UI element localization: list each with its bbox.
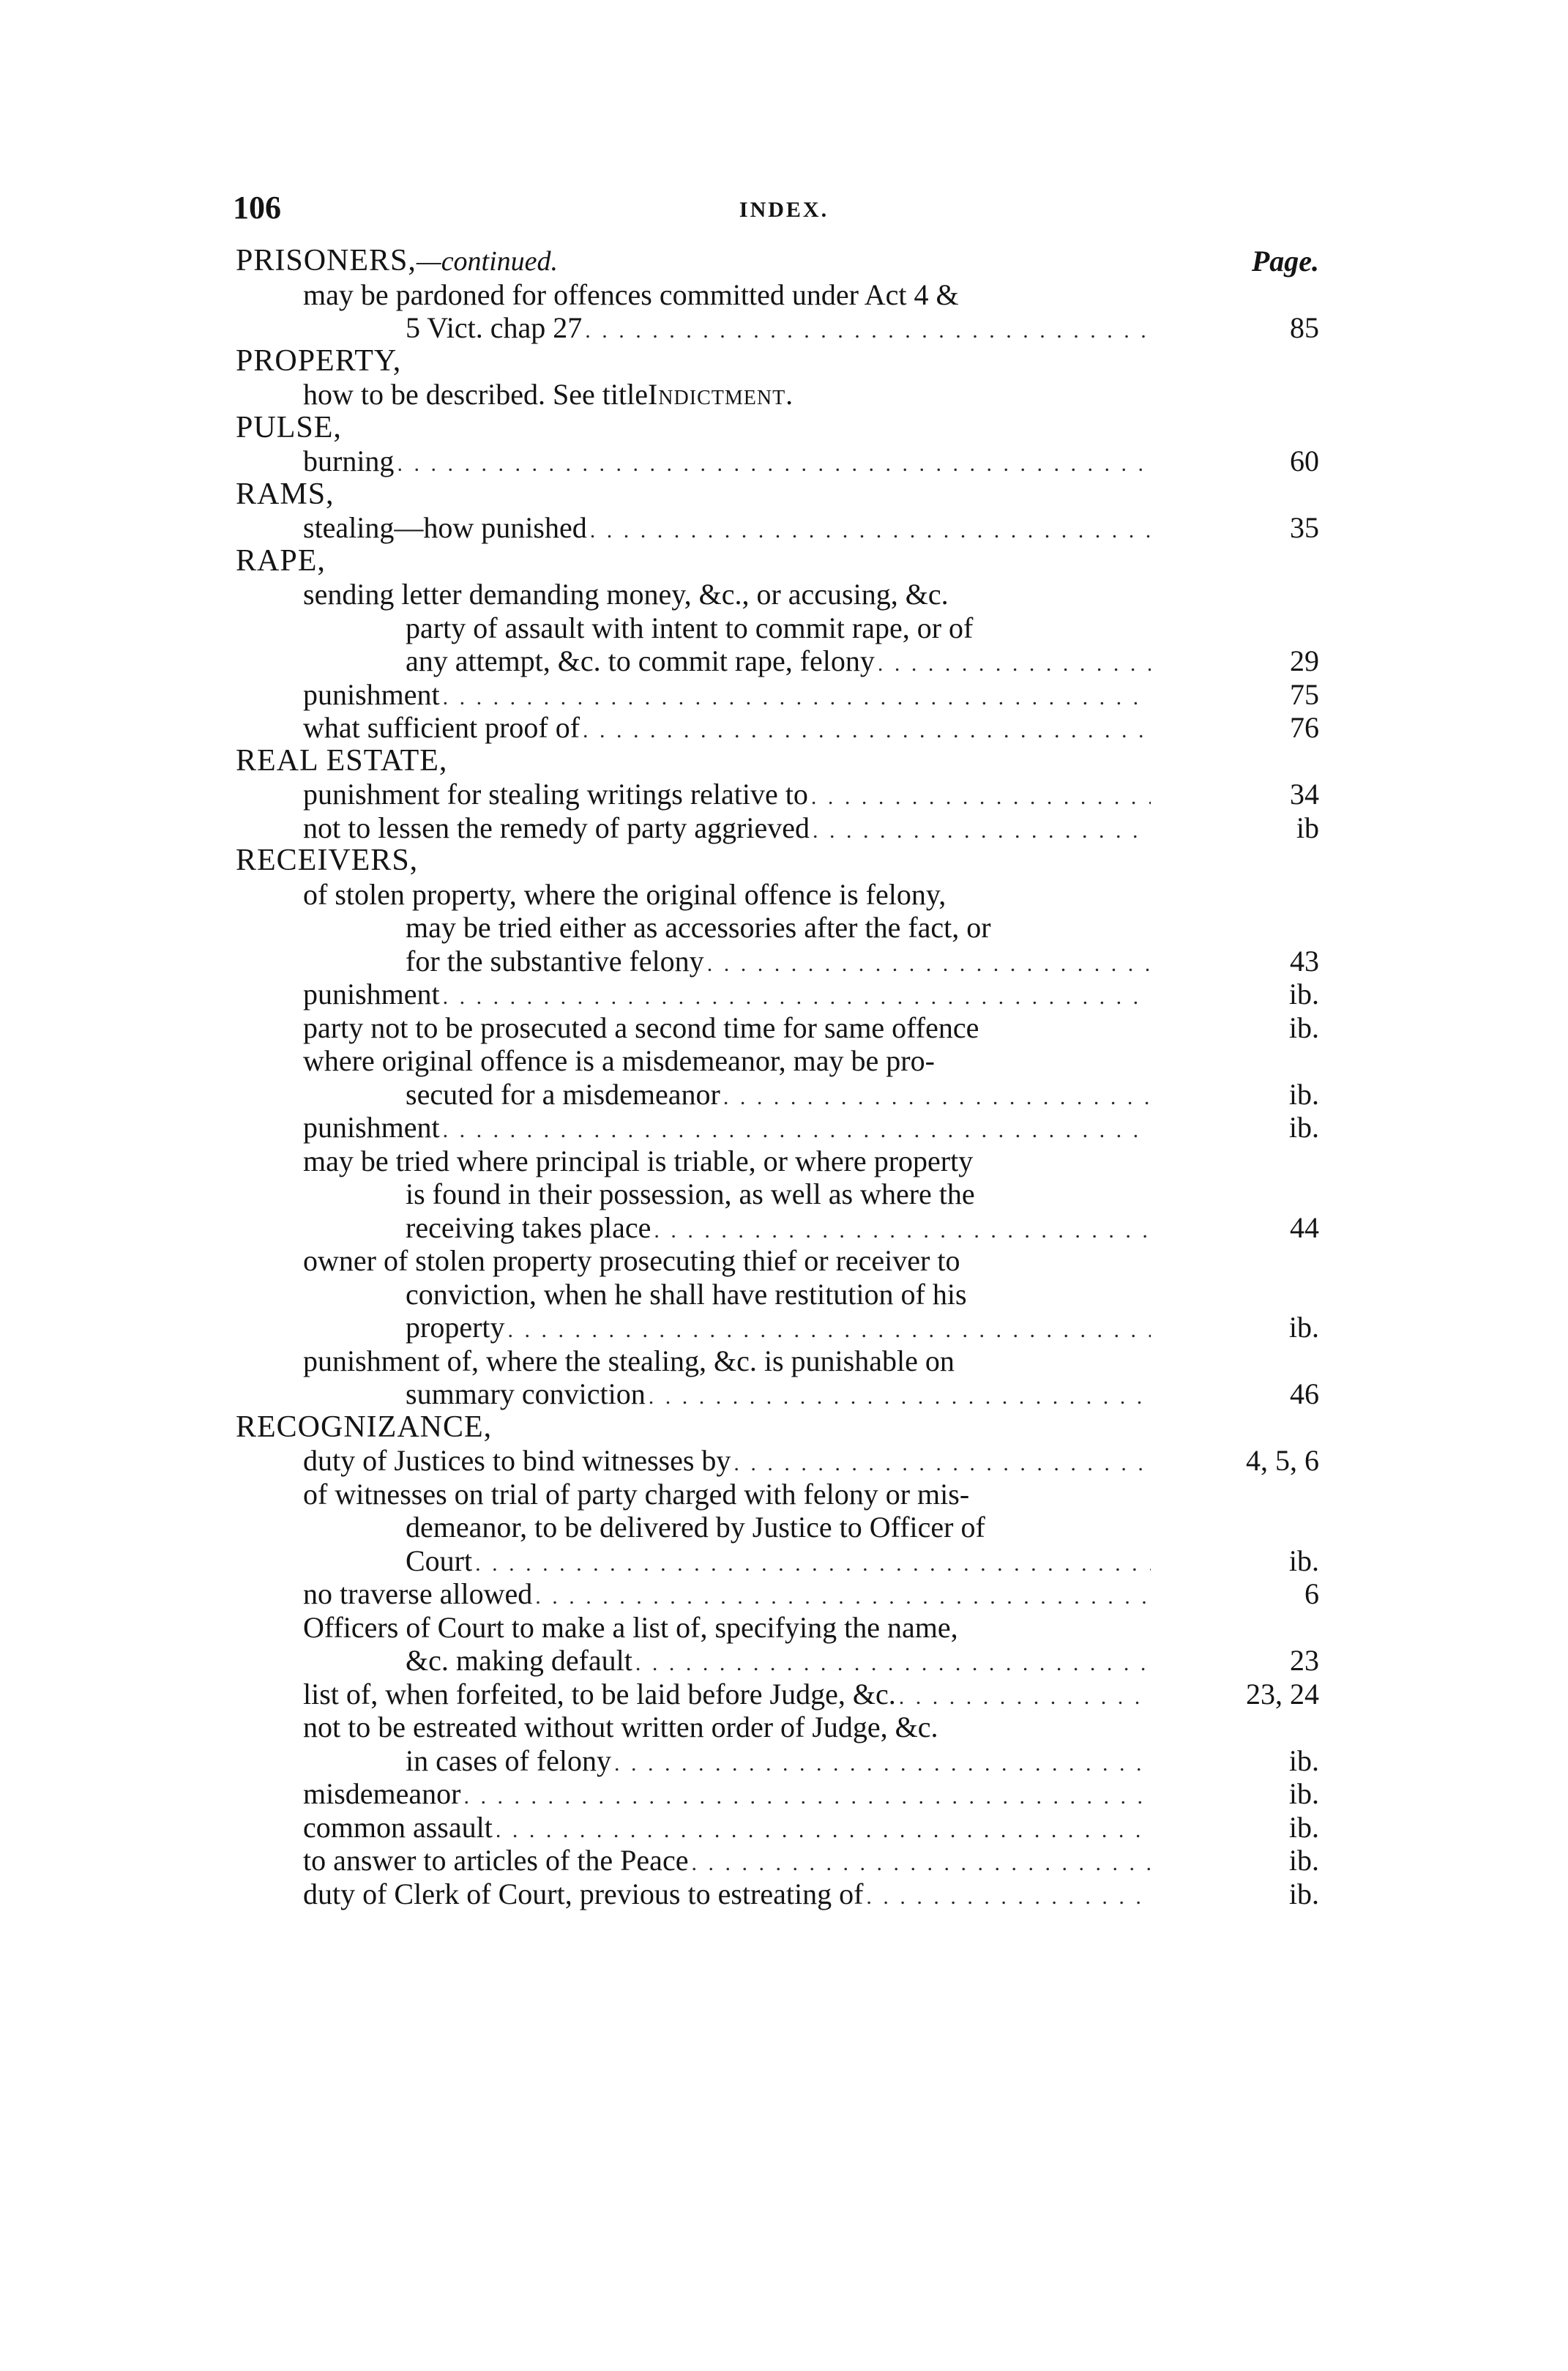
dot-leader: [875, 647, 1151, 681]
entry-label: may be pardoned for offences committed under Act 4 &: [303, 278, 959, 311]
dot-leader: [582, 314, 1151, 348]
index-entry: [236, 1577, 1319, 1611]
heading-label: RAMS,: [236, 477, 335, 511]
entry-label: secuted for a misdemeanor: [406, 1077, 720, 1111]
dot-leader: [394, 447, 1151, 481]
index-entry: [236, 578, 1319, 611]
page-reference: ib: [1296, 811, 1319, 844]
page-reference: 34: [1290, 778, 1319, 811]
running-head: INDEX.: [739, 198, 829, 222]
page-reference: ib.: [1288, 1810, 1319, 1844]
entry-text: [236, 345, 401, 379]
entry-text: [303, 1611, 1151, 1645]
index-entry: [236, 1211, 1319, 1245]
dot-leader: [580, 714, 1151, 748]
entry-label: of witnesses on trial of party charged with felony or mis-: [303, 1477, 970, 1511]
index-entry: [236, 1711, 1319, 1744]
entry-text: [303, 978, 1151, 1014]
entry-label: any attempt, &c. to commit rape, felony: [406, 644, 875, 677]
index-entry: [236, 1644, 1319, 1678]
index-entry: [236, 778, 1319, 811]
index-entry: [236, 1877, 1319, 1911]
dot-leader: [808, 781, 1151, 814]
entry-label: common assault: [303, 1810, 493, 1844]
entry-label: owner of stolen property prosecuting thief or receiver to: [303, 1244, 960, 1277]
entry-text: [406, 1211, 1151, 1248]
page-reference: 4, 5, 6: [1246, 1444, 1319, 1477]
page-reference: ib.: [1288, 1077, 1319, 1111]
index-heading: [236, 412, 1319, 445]
index-entry: [236, 1311, 1319, 1344]
entry-text: [406, 1078, 1151, 1114]
entry-label: demeanor, to be delivered by Justice to Officer of: [406, 1511, 985, 1544]
entry-label: not to be estreated without written order of Judge, &c.: [303, 1711, 938, 1743]
entry-text: [406, 1278, 1151, 1311]
entry-label: punishment: [303, 677, 440, 711]
entry-text: [303, 1344, 1151, 1378]
entry-text: [303, 811, 1151, 848]
index-entry: [236, 678, 1319, 712]
entry-label: how to be described. See title: [303, 378, 648, 411]
dot-leader: [651, 1214, 1151, 1248]
dot-leader: [731, 1447, 1151, 1481]
page-reference: ib.: [1288, 1877, 1319, 1910]
entry-text: [406, 945, 1151, 981]
page-reference: ib.: [1288, 1010, 1319, 1044]
entry-label: for the substantive felony: [406, 944, 704, 978]
page-reference: 23, 24: [1246, 1677, 1319, 1711]
index-heading: [236, 844, 1319, 878]
entry-text: [303, 1444, 1151, 1481]
entry-text: [236, 1411, 492, 1445]
index-entry: [236, 611, 1319, 645]
index-heading: [236, 245, 1319, 278]
page-reference: 43: [1290, 944, 1319, 978]
index-entry: [236, 311, 1319, 345]
entry-text: [406, 1177, 1151, 1211]
dot-leader: [532, 1580, 1151, 1614]
index-entry: [236, 945, 1319, 978]
index-entry: [236, 878, 1319, 912]
page-reference: 44: [1290, 1210, 1319, 1244]
index-entry: [236, 811, 1319, 845]
page-reference: ib.: [1288, 978, 1319, 1010]
entry-label: sending letter demanding money, &c., or accusing, &c.: [303, 578, 949, 611]
index-entry: [236, 511, 1319, 545]
page-reference: ib.: [1288, 1111, 1319, 1144]
index-entry: [236, 978, 1319, 1011]
index-entry: [236, 1177, 1319, 1211]
page-reference: 46: [1290, 1377, 1319, 1410]
entry-label: conviction, when he shall have restitution of his: [406, 1277, 967, 1311]
entry-label: Officers of Court to make a list of, specifying the name,: [303, 1610, 958, 1644]
entry-text: [406, 1377, 1151, 1414]
page-reference: 29: [1290, 644, 1319, 677]
heading-label: RECOGNIZANCE,: [236, 1410, 493, 1444]
index-entry: [236, 911, 1319, 945]
index-heading: [236, 345, 1319, 379]
index-heading: [236, 478, 1319, 512]
entry-label: punishment: [303, 978, 440, 1010]
heading-label: RECEIVERS,: [236, 844, 419, 877]
entry-label: to answer to articles of the Peace: [303, 1844, 689, 1877]
index-entry: [236, 378, 1319, 412]
page-reference: ib.: [1288, 1544, 1319, 1577]
heading-label: REAL ESTATE,: [236, 743, 448, 778]
index-entry: [236, 1144, 1319, 1178]
entry-text: [303, 278, 1151, 312]
dot-leader: [810, 814, 1151, 848]
entry-label: misdemeanor: [303, 1777, 461, 1810]
entry-text: [303, 1877, 1151, 1914]
dot-leader: [632, 1647, 1151, 1680]
page-column-label: Page.: [1251, 245, 1319, 278]
entry-text: [303, 1144, 1151, 1178]
dot-leader: [440, 1114, 1151, 1147]
entry-label: punishment for stealing writings relative to: [303, 778, 808, 811]
entry-text: [303, 578, 1151, 611]
entry-text: [303, 711, 1151, 748]
entry-label: may be tried either as accessories after the fact, or: [406, 911, 991, 944]
entry-text: [236, 245, 558, 279]
page-reference: 60: [1290, 444, 1319, 477]
index-entry: [236, 1078, 1319, 1112]
dot-leader: [472, 1547, 1151, 1581]
dot-leader: [720, 1081, 1151, 1114]
entry-label: list of, when forfeited, to be laid before Judge, &c.: [303, 1677, 896, 1711]
entry-label: party not to be prosecuted a second time for same offence: [303, 1010, 979, 1044]
entry-text: [303, 378, 1151, 412]
dot-leader: [611, 1747, 1151, 1781]
entry-text: [406, 611, 1151, 645]
dot-leader: [704, 948, 1151, 981]
entry-text: [303, 511, 1151, 548]
entry-text: [236, 844, 418, 878]
index-heading: [236, 1411, 1319, 1445]
index-entry: [236, 644, 1319, 678]
continued-label: —continued.: [416, 246, 559, 277]
index-entry: [236, 1111, 1319, 1144]
dot-leader: [493, 1814, 1151, 1847]
entry-label: &c. making default: [406, 1644, 632, 1677]
entry-label: duty of Justices to bind witnesses by: [303, 1444, 731, 1477]
index-entry: [236, 1344, 1319, 1378]
page-reference: 76: [1290, 711, 1319, 744]
dot-leader: [646, 1380, 1151, 1414]
entry-text: [303, 1044, 1151, 1078]
entry-text: [303, 1011, 1151, 1045]
entry-label: not to lessen the remedy of party aggrieved: [303, 811, 810, 844]
entry-label: burning: [303, 444, 395, 477]
entry-text: [236, 412, 342, 445]
entry-text: [406, 644, 1151, 681]
page-reference: 35: [1290, 511, 1319, 544]
entry-text: [303, 444, 1151, 481]
entry-text: [236, 745, 447, 778]
entry-text: [303, 1777, 1151, 1814]
heading-label: RAPE,: [236, 543, 326, 578]
index-entry: [236, 1678, 1319, 1711]
index-entry: [236, 1511, 1319, 1544]
index-entry: [236, 1544, 1319, 1578]
dot-leader: [587, 514, 1151, 548]
entry-label: 5 Vict. chap 27: [406, 311, 583, 344]
entry-label: party of assault with intent to commit rape, or of: [406, 611, 974, 644]
entry-text: [303, 778, 1151, 814]
page-number: 106: [233, 190, 281, 226]
entry-text: [303, 1678, 1151, 1714]
entry-label: in cases of felony: [406, 1743, 612, 1777]
entry-text: [303, 1478, 1151, 1511]
entry-label: summary conviction: [406, 1377, 646, 1410]
entry-text: [406, 1644, 1151, 1680]
entry-label: of stolen property, where the original offence is felony,: [303, 877, 947, 911]
entry-text: [406, 1744, 1151, 1781]
entry-text: [406, 1544, 1151, 1581]
heading-label: PRISONERS,: [236, 244, 417, 278]
page-reference: 75: [1290, 677, 1319, 711]
entry-label: Court: [406, 1544, 473, 1577]
entry-text: [303, 878, 1151, 912]
index-entry: [236, 711, 1319, 745]
index-entry: [236, 1478, 1319, 1511]
dot-leader: [896, 1680, 1151, 1714]
page-reference: 6: [1304, 1577, 1319, 1610]
index-heading: [236, 545, 1319, 578]
entry-text: [303, 1711, 1151, 1744]
page-reference: 85: [1290, 311, 1319, 344]
entry-label: may be tried where principal is triable, or where property: [303, 1144, 974, 1177]
entry-text: [406, 1511, 1151, 1544]
page-reference: ib.: [1288, 1311, 1319, 1344]
page-reference: 23: [1290, 1644, 1319, 1677]
entry-text: [236, 478, 335, 512]
heading-label: PULSE,: [236, 410, 342, 444]
entry-label: where original offence is a misdemeanor, may be pro-: [303, 1044, 935, 1077]
index-entry: [236, 1444, 1319, 1478]
dot-leader: [440, 980, 1151, 1014]
index-entries: [236, 245, 1319, 1910]
entry-text: [303, 1577, 1151, 1614]
dot-leader: [505, 1314, 1151, 1347]
cross-reference: Indictment.: [647, 378, 794, 411]
dot-leader: [461, 1780, 1151, 1814]
entry-text: [303, 1111, 1151, 1147]
entry-text: [303, 1811, 1151, 1847]
entry-label: no traverse allowed: [303, 1577, 533, 1610]
entry-text: [406, 1311, 1151, 1347]
entry-label: punishment of, where the stealing, &c. is punishable on: [303, 1344, 955, 1377]
entry-label: property: [406, 1311, 505, 1344]
index-entry: [236, 1777, 1319, 1811]
index-heading: [236, 745, 1319, 778]
index-entry: [236, 1377, 1319, 1411]
entry-label: receiving takes place: [406, 1210, 652, 1244]
index-entry: [236, 1011, 1319, 1045]
entry-text: [303, 1844, 1151, 1880]
dot-leader: [440, 681, 1151, 715]
page-reference: ib.: [1288, 1844, 1319, 1877]
entry-label: what sufficient proof of: [303, 711, 580, 744]
index-entry: [236, 1278, 1319, 1311]
dot-leader: [863, 1880, 1151, 1914]
index-entry: [236, 1744, 1319, 1778]
entry-label: duty of Clerk of Court, previous to estreating of: [303, 1877, 864, 1910]
entry-text: [406, 911, 1151, 945]
page-reference: ib.: [1288, 1743, 1319, 1777]
entry-text: [236, 545, 326, 578]
heading-label: PROPERTY,: [236, 343, 402, 378]
dot-leader: [688, 1847, 1151, 1880]
index-entry: [236, 1611, 1319, 1645]
index-entry: [236, 1811, 1319, 1845]
index-entry: [236, 1044, 1319, 1078]
entry-text: [303, 678, 1151, 715]
entry-label: is found in their possession, as well as where the: [406, 1177, 975, 1210]
index-entry: [236, 1844, 1319, 1877]
index-entry: [236, 278, 1319, 312]
index-entry: [236, 444, 1319, 478]
index-entry: [236, 1244, 1319, 1278]
entry-label: punishment: [303, 1111, 440, 1144]
entry-text: [303, 1244, 1151, 1278]
entry-label: stealing—how punished: [303, 511, 587, 544]
entry-text: [406, 311, 1151, 348]
page-reference: ib.: [1288, 1777, 1319, 1810]
